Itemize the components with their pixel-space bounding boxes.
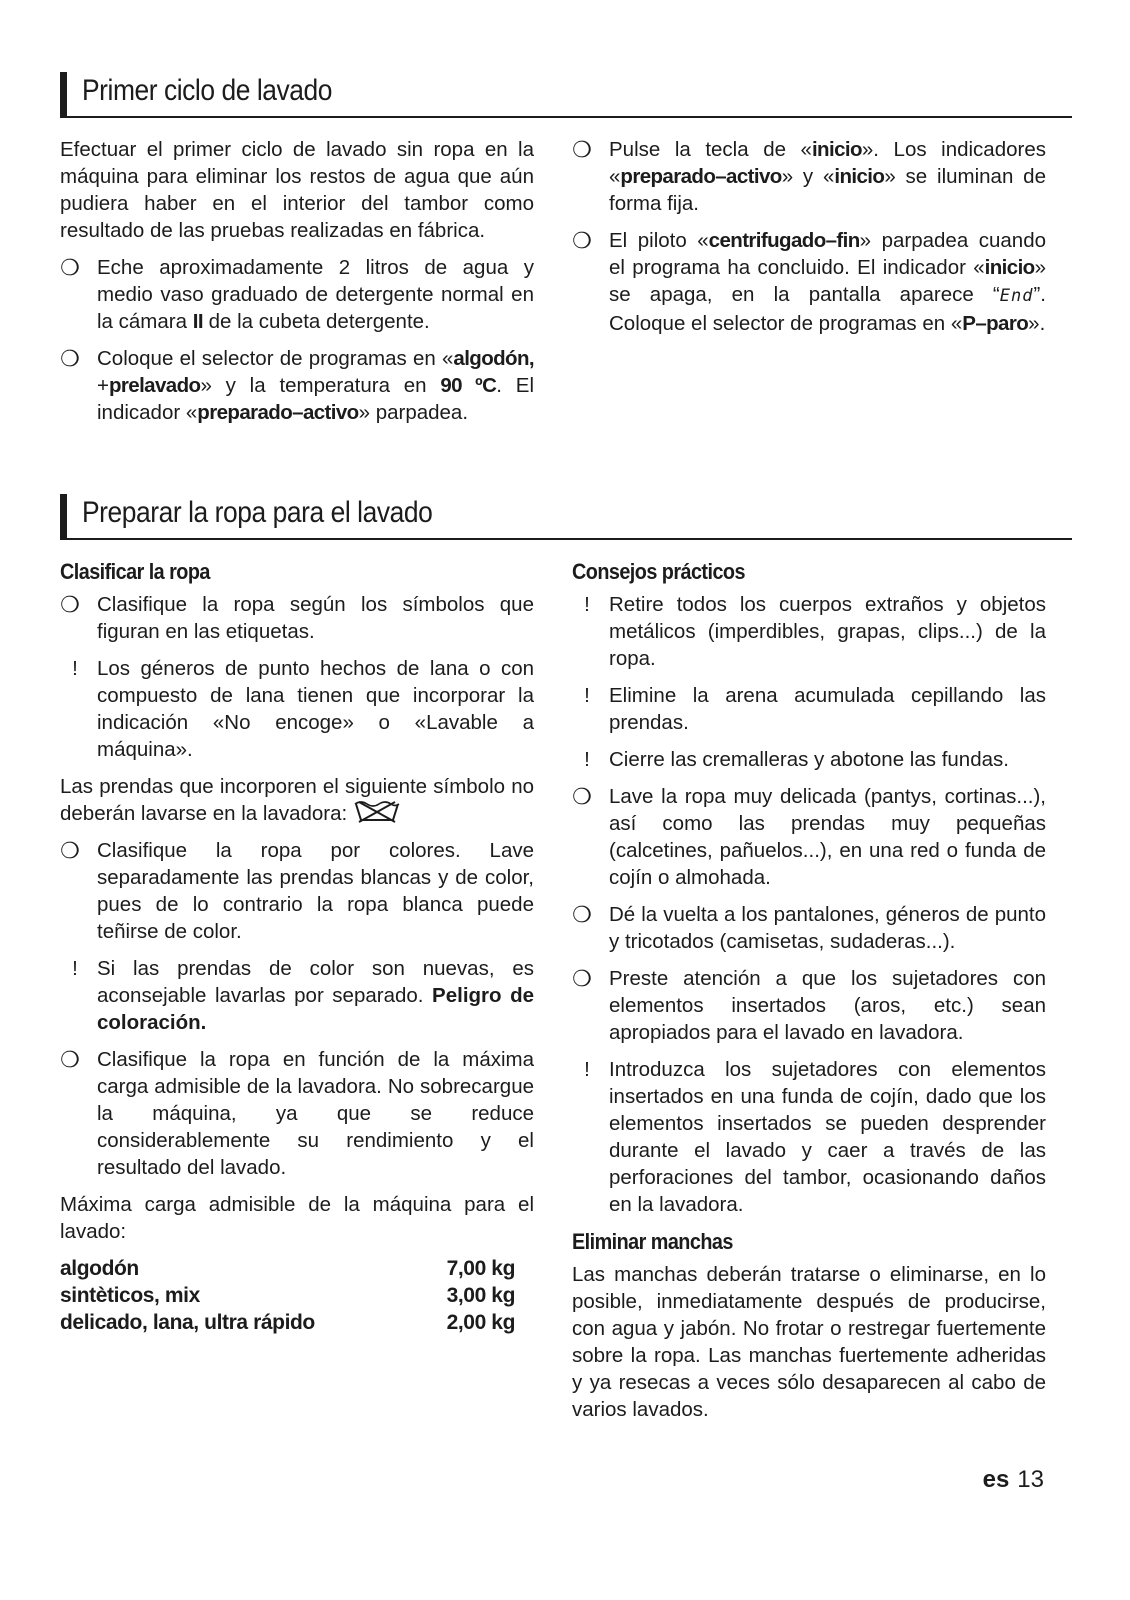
list-item: ❍ Dé la vuelta a los pantalones, géneros de punto y tricotados (camisetas, sudaderas...). [572,902,1046,953]
heading-rule [60,116,1072,118]
list-item: ❍ El piloto «centrifugado–fin» parpadea cuando el programa ha concluido. El indicador «inicio» se apaga, en la pantalla aparece “End”. Coloque el selector de programas en «P–paro». [572,228,1046,335]
load-table [60,1255,515,1336]
paragraph: Las manchas deberán tratarse o eliminarse, en lo posible, inmediatamente después de producirse, con agua y jabón. No frotar o restregar fuertemente sobre la ropa. Las manchas fuertemente adheridas y ya resecas a veces sólo desaparecen al cabo de varios lavados. [572,1263,1046,1421]
list-item: ❍ Clasifique la ropa según los símbolos que figuran en las etiquetas. [60,592,534,643]
exclamation-icon: ! [72,657,78,680]
note-item: ! Si las prendas de color son nuevas, es aconsejable lavarlas por separado. Peligro de coloración. [60,955,534,1036]
subtitle-eliminar-manchas: Eliminar manchas [572,1229,733,1254]
circle-bullet-icon: ❍ [572,784,592,809]
load-name: sintèticos, mix [60,1284,200,1307]
note-item: ! Los géneros de punto hechos de lana o con compuesto de lana tienen que incorporar la indicación «No encoge» o «Lavable a máquina». [60,655,534,763]
note-item: ! Retire todos los cuerpos extraños y objetos metálicos (imperdibles, grapas, clips...) de la ropa. [572,591,1046,672]
list-item: ❍ Coloque el selector de programas en «algodón, +prelavado» y la temperatura en 90 ºC. El indicador «preparado–activo» parpadea. [60,346,535,424]
circle-bullet-icon: ❍ [60,255,80,280]
load-value: 7,00 kg [446,1257,515,1280]
load-value: 2,00 kg [446,1311,515,1334]
section1-right-column [572,136,1046,347]
exclamation-icon: ! [584,1058,590,1081]
circle-bullet-icon: ❍ [60,1047,80,1072]
note-item: ! Elimine la arena acumulada cepillando las prendas. [572,682,1046,736]
table-row [60,1282,515,1309]
exclamation-icon: ! [584,748,590,771]
exclamation-icon: ! [584,593,590,616]
do-not-wash-icon [353,800,401,824]
load-name: algodón [60,1257,139,1280]
table-row [60,1255,515,1282]
circle-bullet-icon: ❍ [60,346,80,371]
page-number: 13 [1017,1466,1044,1493]
list-item: ❍ Clasifique la ropa en función de la máxima carga admisible de la lavadora. No sobrecargue la máquina, ya que se reduce considerablemente su rendimiento y el resultado del lavado. [60,1047,534,1179]
heading-title: Primer ciclo de lavado [82,74,333,107]
heading-bar [60,494,67,538]
heading-rule [60,538,1072,540]
load-value: 3,00 kg [446,1284,515,1307]
paragraph: Las prendas que incorporen el siguiente símbolo no deberán lavarse en la lavadora: [60,775,534,825]
subtitle-clasificar: Clasificar la ropa [60,559,210,584]
list-item: ❍ Preste atención a que los sujetadores con elementos insertados (aros, etc.) sean apropiados para el lavado en lavadora. [572,966,1046,1044]
exclamation-icon: ! [584,684,590,707]
subtitle-consejos: Consejos prácticos [572,559,745,584]
table-row [60,1309,515,1336]
language-code: es [982,1466,1010,1493]
heading-title: Preparar la ropa para el lavado [82,496,433,529]
circle-bullet-icon: ❍ [60,838,80,863]
page-footer [983,1466,1044,1494]
list-item: ❍ Clasifique la ropa por colores. Lave separadamente las prendas blancas y de color, pues de lo contrario la ropa blanca puede teñirse de color. [60,838,534,943]
circle-bullet-icon: ❍ [572,228,592,253]
note-item: ! Cierre las cremalleras y abotone las fundas. [572,746,1046,773]
display-end-text: End [999,286,1034,306]
paragraph: Máxima carga admisible de la máquina para el lavado: [60,1193,534,1243]
exclamation-icon: ! [72,957,78,980]
circle-bullet-icon: ❍ [572,137,592,162]
circle-bullet-icon: ❍ [60,592,80,617]
list-item: ❍ Eche aproximadamente 2 litros de agua y medio vaso graduado de detergente normal en la cámara II de la cubeta detergente. [60,255,534,333]
intro-paragraph: Efectuar el primer ciclo de lavado sin ropa en la máquina para eliminar los restos de agua que aún pudiera haber en el interior del tambor como resultado de las pruebas realizadas en fábrica. [60,138,534,242]
list-item: ❍ Pulse la tecla de «inicio». Los indicadores «preparado–activo» y «inicio» se iluminan de forma fija. [572,137,1046,215]
circle-bullet-icon: ❍ [572,966,592,991]
load-name: delicado, lana, ultra rápido [60,1311,315,1334]
section1-left-column [60,136,534,436]
section2-right-column [572,558,1046,1433]
list-item: ❍ Lave la ropa muy delicada (pantys, cortinas...), así como las prendas muy pequeñas (calcetines, pañuelos...), en una red o funda de cojín o almohada. [572,784,1046,889]
circle-bullet-icon: ❍ [572,902,592,927]
note-item: ! Introduzca los sujetadores con elementos insertados en una funda de cojín, dado que los elementos insertados se pueden desprender durante el lavado y caer a través de las perforaciones del tambor, ocasionando daños en la lavadora. [572,1056,1046,1218]
section2-left-column [60,558,534,1336]
heading-bar [60,72,67,116]
